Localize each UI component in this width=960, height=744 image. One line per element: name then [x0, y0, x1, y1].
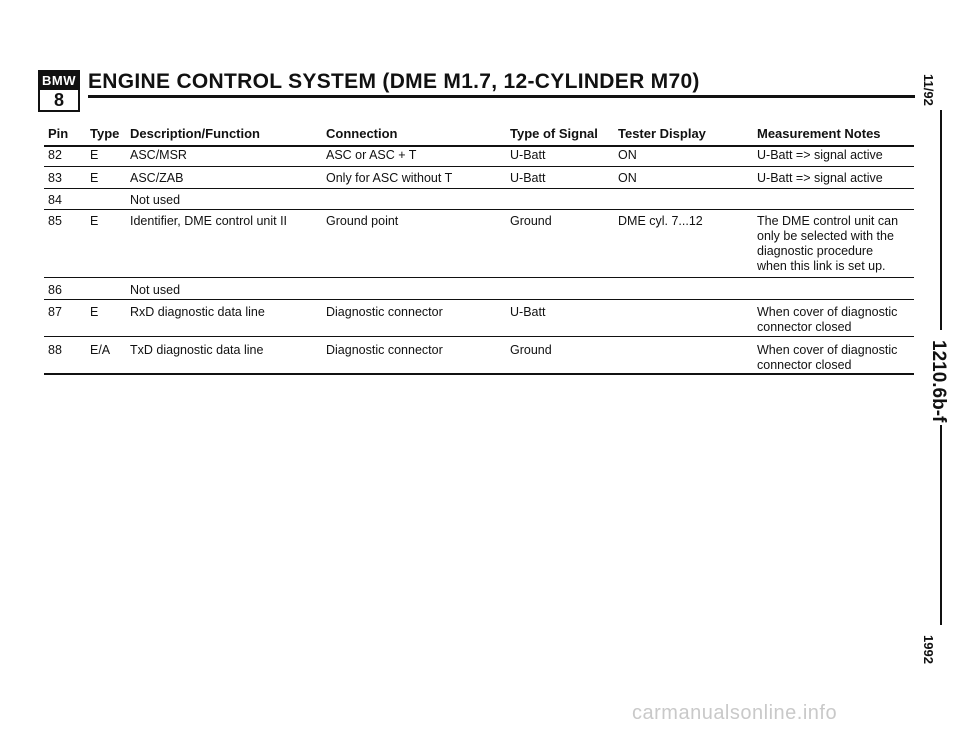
cell-pin: 87	[48, 305, 62, 319]
cell-signal: Ground	[510, 214, 552, 228]
side-code: 1210.6b-f	[928, 340, 949, 423]
cell-connection: Diagnostic connector	[326, 343, 443, 357]
note-line: When cover of diagnostic	[757, 343, 898, 357]
logo-series: 8	[40, 90, 78, 110]
cell-notes	[757, 171, 883, 186]
header-type: Type	[90, 126, 120, 141]
side-line	[940, 110, 942, 330]
note-line: when this link is set up.	[757, 259, 886, 273]
note-line: only be selected with the	[757, 229, 894, 243]
cell-type: E	[90, 214, 99, 228]
cell-pin: 84	[48, 193, 62, 207]
bmw-logo	[38, 70, 80, 112]
table-rule	[44, 209, 914, 210]
header-notes: Measurement Notes	[757, 126, 881, 141]
side-year: 1992	[921, 635, 936, 664]
note-line: U-Batt => signal active	[757, 148, 883, 162]
table-rule	[44, 166, 914, 167]
cell-pin: 88	[48, 343, 62, 357]
table-rule	[44, 188, 914, 189]
table-rule	[44, 277, 914, 278]
header-connection: Connection	[326, 126, 398, 141]
note-line: diagnostic procedure	[757, 244, 874, 258]
logo-brand: BMW	[42, 73, 76, 88]
cell-signal: U-Batt	[510, 305, 546, 319]
side-date: 11/92	[921, 74, 936, 106]
cell-connection: Diagnostic connector	[326, 305, 443, 319]
note-line: U-Batt => signal active	[757, 171, 883, 185]
cell-type: E/A	[90, 343, 111, 357]
side-line	[940, 425, 942, 625]
cell-tester: ON	[618, 148, 637, 162]
cell-signal: Ground	[510, 343, 552, 357]
cell-pin: 86	[48, 283, 62, 297]
header-signal: Type of Signal	[510, 126, 598, 141]
watermark: carmanualsonline.info	[632, 702, 838, 724]
note-line: When cover of diagnostic	[757, 305, 898, 319]
cell-description: TxD diagnostic data line	[130, 343, 264, 357]
cell-signal: U-Batt	[510, 148, 546, 162]
cell-connection: Only for ASC without T	[326, 171, 453, 185]
cell-pin: 85	[48, 214, 62, 228]
cell-notes	[757, 214, 898, 274]
cell-pin: 83	[48, 171, 62, 185]
table-rule	[44, 145, 914, 147]
cell-description: RxD diagnostic data line	[130, 305, 265, 319]
page-title: ENGINE CONTROL SYSTEM (DME M1.7, 12-CYLINDER M70)	[88, 70, 700, 93]
cell-notes	[757, 148, 883, 163]
cell-description: Not used	[130, 193, 181, 207]
cell-notes	[757, 305, 897, 335]
cell-type: E	[90, 305, 99, 319]
cell-tester: DME cyl. 7...12	[618, 214, 703, 228]
cell-signal: U-Batt	[510, 171, 546, 185]
cell-notes	[757, 343, 897, 373]
cell-description: Identifier, DME control unit II	[130, 214, 288, 228]
table-rule	[44, 299, 914, 300]
title-rule	[88, 95, 915, 98]
cell-tester: ON	[618, 171, 637, 185]
cell-pin: 82	[48, 148, 62, 162]
table-rule	[44, 336, 914, 337]
cell-type: E	[90, 171, 99, 185]
table-rule	[44, 373, 914, 375]
cell-description: ASC/ZAB	[130, 171, 184, 185]
note-line: connector closed	[757, 320, 852, 334]
cell-type: E	[90, 148, 99, 162]
note-line: connector closed	[757, 358, 852, 372]
cell-description: ASC/MSR	[130, 148, 187, 162]
note-line: The DME control unit can	[757, 214, 899, 228]
header-pin: Pin	[48, 126, 69, 141]
cell-description: Not used	[130, 283, 181, 297]
header-tester: Tester Display	[618, 126, 706, 141]
cell-connection: Ground point	[326, 214, 399, 228]
header-description: Description/Function	[130, 126, 260, 141]
cell-connection: ASC or ASC + T	[326, 148, 417, 162]
